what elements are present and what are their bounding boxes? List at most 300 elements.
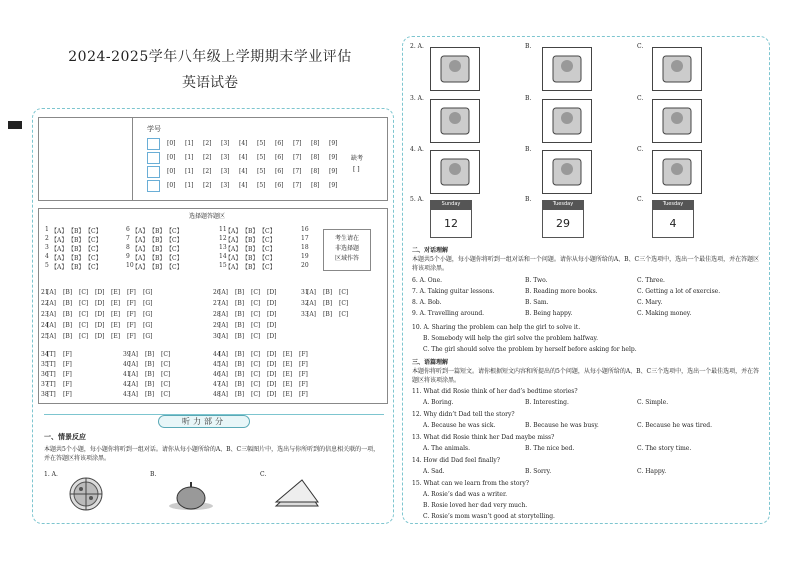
option-bubble[interactable]: 【A】	[132, 237, 149, 244]
id-digit-bubble[interactable]: [0]	[167, 168, 176, 175]
option-bubble[interactable]: [C]	[251, 351, 261, 358]
option-bubble[interactable]: 【B】	[242, 237, 259, 244]
option-bubble[interactable]: [C]	[251, 391, 261, 398]
question-number: 23	[41, 311, 49, 318]
question-number: 7	[126, 235, 130, 242]
option-bubble[interactable]: [A]	[129, 381, 139, 388]
option-bubble[interactable]: [F]	[127, 322, 136, 329]
id-digit-bubble[interactable]: [2]	[203, 182, 212, 189]
option-bubble[interactable]: 【C】	[166, 255, 183, 262]
question-number: 1	[45, 226, 49, 233]
option-bubble[interactable]: [D]	[267, 361, 277, 368]
option-bubble[interactable]: 【B】	[149, 228, 166, 235]
option-bubble[interactable]: [B]	[235, 333, 245, 340]
section1-desc: 本题共5个小题，每小题你将听到一组对话。请你从每小题所给的A、B、C三幅图片中，选出与你所听到的信息相关联的一项，并在答题区将该项涂黑。	[44, 446, 380, 462]
option-bubble[interactable]: [F]	[299, 351, 308, 358]
option-bubble[interactable]: [A]	[307, 311, 317, 318]
section3-title: 三、语篇理解	[412, 359, 449, 366]
question-number: 46	[213, 371, 221, 378]
question-number: 47	[213, 381, 221, 388]
option-a: A. Sad.	[423, 468, 445, 475]
option-bubble[interactable]: [F]	[63, 391, 72, 398]
option-bubble[interactable]: [C]	[161, 391, 171, 398]
id-digit-bubble[interactable]: [4]	[239, 182, 248, 189]
option-b: B. Interesting.	[525, 399, 569, 406]
option-bubble[interactable]: [B]	[235, 351, 245, 358]
option-bubble[interactable]: [C]	[161, 361, 171, 368]
option-bubble[interactable]: 【A】	[51, 255, 68, 262]
radio-icon	[542, 99, 592, 143]
cooking-girl-icon	[652, 150, 702, 194]
option-bubble[interactable]: 【A】	[51, 264, 68, 271]
id-digit-bubble[interactable]: [1]	[185, 154, 194, 161]
question-number: 8	[126, 244, 130, 251]
option-bubble[interactable]: 【B】	[242, 255, 259, 262]
calendar-date: 4	[652, 209, 694, 238]
option-bubble[interactable]: [E]	[283, 391, 293, 398]
question-number: 14	[219, 253, 227, 260]
id-digit-bubble[interactable]: [3]	[221, 154, 230, 161]
option-bubble[interactable]: [B]	[63, 289, 73, 296]
option-bubble[interactable]: [F]	[127, 333, 136, 340]
option-bubble[interactable]: [B]	[235, 300, 245, 307]
calendar-day: Tuesday	[652, 200, 694, 209]
option-bubble[interactable]: [B]	[235, 371, 245, 378]
id-digit-bubble[interactable]: [9]	[329, 140, 338, 147]
option-bubble[interactable]: [E]	[111, 289, 121, 296]
option-bubble[interactable]: 【C】	[259, 255, 276, 262]
option-bubble[interactable]: [C]	[251, 371, 261, 378]
question-number: 38	[41, 391, 49, 398]
question-number: 43	[123, 391, 131, 398]
option-bubble[interactable]: [D]	[95, 289, 105, 296]
question-number: 30	[213, 333, 221, 340]
option-bubble[interactable]: [A]	[219, 391, 229, 398]
option-bubble[interactable]: [F]	[127, 300, 136, 307]
question-number: 31	[301, 289, 309, 296]
option-bubble[interactable]: [A]	[129, 391, 139, 398]
id-digit-bubble[interactable]: [0]	[167, 182, 176, 189]
question-number: 12	[219, 235, 227, 242]
id-digit-bubble[interactable]: [5]	[257, 168, 266, 175]
question-number: 28	[213, 311, 221, 318]
student-id-label: 学号	[147, 125, 161, 133]
option-b: B. Reading more books.	[525, 288, 598, 295]
option-bubble[interactable]: [G]	[143, 300, 153, 307]
option-bubble[interactable]: [T]	[47, 351, 56, 358]
option-c: C. Getting a lot of exercise.	[637, 288, 721, 295]
q1-label-c: C.	[260, 471, 267, 478]
option-bubble[interactable]: [C]	[79, 322, 89, 329]
question-number: 16	[301, 226, 309, 233]
option-bubble[interactable]: [B]	[63, 322, 73, 329]
option-bubble[interactable]: [F]	[63, 361, 72, 368]
option-bubble[interactable]: [E]	[111, 333, 121, 340]
option-bubble[interactable]: [A]	[219, 361, 229, 368]
option-bubble[interactable]: 【C】	[166, 264, 183, 271]
option-bubble[interactable]: [B]	[145, 351, 155, 358]
id-digit-bubble[interactable]: [2]	[203, 154, 212, 161]
option-bubble[interactable]: [B]	[235, 289, 245, 296]
option-bubble[interactable]: [C]	[251, 361, 261, 368]
id-digit-bubble[interactable]: [8]	[311, 168, 320, 175]
question-number: 11	[219, 226, 227, 233]
option-a: A. Because he was sick.	[423, 422, 496, 429]
option-bubble[interactable]: [A]	[307, 289, 317, 296]
question-number: 15	[219, 262, 227, 269]
question-number: 13	[219, 244, 227, 251]
id-digit-bubble[interactable]: [4]	[239, 168, 248, 175]
id-digit-bubble[interactable]: [7]	[293, 140, 302, 147]
option-bubble[interactable]: [B]	[145, 361, 155, 368]
option-bubble[interactable]: 【C】	[259, 246, 276, 253]
calendar-date: 12	[430, 209, 472, 238]
option-bubble[interactable]: [A]	[219, 289, 229, 296]
id-digit-bubble[interactable]: [8]	[311, 140, 320, 147]
option-bubble[interactable]: [G]	[143, 289, 153, 296]
id-digit-bubble[interactable]: [2]	[203, 140, 212, 147]
option-bubble[interactable]: 【A】	[51, 237, 68, 244]
option-bubble[interactable]: [A]	[47, 333, 57, 340]
option-bubble[interactable]: [A]	[219, 333, 229, 340]
option-bubble[interactable]: [B]	[145, 391, 155, 398]
option-bubble[interactable]: 【A】	[132, 264, 149, 271]
option-bubble[interactable]: [C]	[79, 333, 89, 340]
id-digit-bubble[interactable]: [8]	[311, 182, 320, 189]
pic-q-label-c: C.	[637, 43, 644, 50]
pumpkin-image	[166, 480, 216, 512]
q15-a: A. Rosie’s dad was a writer.	[423, 491, 508, 498]
graduate-icon	[542, 150, 592, 194]
option-bubble[interactable]: 【A】	[132, 255, 149, 262]
option-bubble[interactable]: 【B】	[68, 228, 85, 235]
answer-area	[38, 208, 388, 404]
notice-line-3: 区域作答	[334, 255, 359, 262]
question-number: 3	[45, 244, 49, 251]
id-digit-bubble[interactable]: [7]	[293, 182, 302, 189]
option-bubble[interactable]: 【A】	[225, 264, 242, 271]
option-bubble[interactable]: 【B】	[242, 264, 259, 271]
option-bubble[interactable]: [C]	[339, 300, 349, 307]
option-bubble[interactable]: [D]	[267, 371, 277, 378]
option-bubble[interactable]: [F]	[299, 361, 308, 368]
option-bubble[interactable]: [D]	[95, 333, 105, 340]
option-bubble[interactable]: [B]	[235, 381, 245, 388]
calendar-icon	[652, 200, 694, 238]
pic-q-label-c: C.	[637, 196, 644, 203]
pic-q-label-c: C.	[637, 95, 644, 102]
pic-q-label-b: B.	[525, 196, 532, 203]
question-number: 19	[301, 253, 309, 260]
option-bubble[interactable]: [C]	[79, 311, 89, 318]
option-bubble[interactable]: [G]	[143, 322, 153, 329]
option-bubble[interactable]: 【A】	[132, 228, 149, 235]
exam-subtitle: 英语试卷	[182, 75, 238, 91]
absent-box[interactable]: [ ]	[353, 166, 360, 173]
question-number: 25	[41, 333, 49, 340]
option-bubble[interactable]: [F]	[127, 289, 136, 296]
option-bubble[interactable]: [A]	[47, 300, 57, 307]
id-digit-bubble[interactable]: [3]	[221, 182, 230, 189]
question-number: 45	[213, 361, 221, 368]
pizza-image	[64, 476, 108, 512]
option-bubble[interactable]: 【C】	[166, 228, 183, 235]
option-bubble[interactable]: [F]	[299, 381, 308, 388]
option-bubble[interactable]: 【C】	[166, 237, 183, 244]
id-digit-bubble[interactable]: [8]	[311, 154, 320, 161]
option-bubble[interactable]: [D]	[95, 300, 105, 307]
q1-label-b: B.	[150, 471, 157, 478]
notice-line-1: 考生请在	[334, 235, 359, 242]
option-a: 9. A. Travelling around.	[412, 310, 485, 317]
option-bubble[interactable]: [B]	[235, 361, 245, 368]
option-bubble[interactable]: [D]	[95, 311, 105, 318]
question-number: 20	[301, 262, 309, 269]
option-bubble[interactable]: [A]	[129, 361, 139, 368]
id-digit-bubble[interactable]: [5]	[257, 154, 266, 161]
option-bubble[interactable]: [C]	[251, 333, 261, 340]
option-bubble[interactable]: [C]	[79, 300, 89, 307]
option-bubble[interactable]: [C]	[161, 351, 171, 358]
option-bubble[interactable]: [A]	[47, 311, 57, 318]
id-digit-bubble[interactable]: [0]	[167, 154, 176, 161]
option-b: B. Sam.	[525, 299, 549, 306]
q15-b: B. Rosie loved her dad very much.	[423, 502, 528, 509]
id-digit-bubble[interactable]: [9]	[329, 182, 338, 189]
option-bubble[interactable]: [A]	[219, 351, 229, 358]
option-bubble[interactable]: [A]	[219, 371, 229, 378]
option-a: A. The animals.	[423, 445, 471, 452]
option-bubble[interactable]: [E]	[111, 311, 121, 318]
option-bubble[interactable]: [B]	[323, 289, 333, 296]
id-digit-bubble[interactable]: [4]	[239, 140, 248, 147]
option-bubble[interactable]: [F]	[299, 371, 308, 378]
option-bubble[interactable]: [F]	[299, 391, 308, 398]
student-id-cells[interactable]	[147, 138, 163, 192]
option-bubble[interactable]: [B]	[145, 381, 155, 388]
option-b: B. Sorry.	[525, 468, 552, 475]
option-bubble[interactable]: [A]	[47, 322, 57, 329]
notice-box	[323, 229, 371, 271]
id-digit-bubble[interactable]: [4]	[239, 154, 248, 161]
option-bubble[interactable]: 【B】	[149, 237, 166, 244]
id-digit-bubble[interactable]: [6]	[275, 168, 284, 175]
option-bubble[interactable]: [E]	[283, 361, 293, 368]
option-bubble[interactable]: [C]	[251, 322, 261, 329]
id-digit-bubble[interactable]: [9]	[329, 154, 338, 161]
option-bubble[interactable]: [C]	[79, 289, 89, 296]
question-number: 36	[41, 371, 49, 378]
q10-b: B. Somebody will help the girl solve the problem halfway.	[423, 335, 599, 342]
option-bubble[interactable]: 【A】	[225, 237, 242, 244]
question-text: 13. What did Rosie think her Dad maybe miss?	[412, 434, 555, 441]
option-bubble[interactable]: [G]	[143, 333, 153, 340]
option-bubble[interactable]: [C]	[161, 371, 171, 378]
option-bubble[interactable]: [E]	[283, 381, 293, 388]
option-bubble[interactable]: [B]	[145, 371, 155, 378]
option-bubble[interactable]: [D]	[267, 351, 277, 358]
option-bubble[interactable]: 【C】	[85, 237, 102, 244]
option-bubble[interactable]: 【C】	[85, 246, 102, 253]
id-digit-bubble[interactable]: [3]	[221, 140, 230, 147]
option-bubble[interactable]: [B]	[63, 311, 73, 318]
option-bubble[interactable]: [F]	[63, 381, 72, 388]
calendar-day: Tuesday	[542, 200, 584, 209]
alignment-mark	[8, 121, 22, 129]
question-number: 42	[123, 381, 131, 388]
option-bubble[interactable]: [A]	[47, 289, 57, 296]
option-bubble[interactable]: [D]	[267, 391, 277, 398]
option-bubble[interactable]: 【C】	[85, 228, 102, 235]
id-digit-bubble[interactable]: [3]	[221, 168, 230, 175]
id-digit-bubble[interactable]: [5]	[257, 140, 266, 147]
city-icon	[430, 150, 480, 194]
absent-label: 缺考	[351, 155, 364, 162]
option-bubble[interactable]: [E]	[283, 371, 293, 378]
option-bubble[interactable]: [D]	[95, 322, 105, 329]
id-digit-bubble[interactable]: [6]	[275, 182, 284, 189]
option-bubble[interactable]: 【C】	[259, 237, 276, 244]
option-bubble[interactable]: [T]	[47, 371, 56, 378]
option-bubble[interactable]: [C]	[339, 311, 349, 318]
option-bubble[interactable]: [D]	[267, 333, 277, 340]
option-bubble[interactable]: [F]	[127, 311, 136, 318]
option-bubble[interactable]: 【C】	[259, 264, 276, 271]
question-text: 11. What did Rosie think of her dad’s bedtime stories?	[412, 388, 578, 395]
question-number: 5	[45, 262, 49, 269]
option-bubble[interactable]: 【B】	[242, 228, 259, 235]
option-bubble[interactable]: 【B】	[149, 264, 166, 271]
id-digit-bubble[interactable]: [1]	[185, 140, 194, 147]
option-c: C. The story time.	[637, 445, 692, 452]
option-bubble[interactable]: 【A】	[225, 228, 242, 235]
option-bubble[interactable]: [D]	[267, 311, 277, 318]
option-bubble[interactable]: [C]	[251, 300, 261, 307]
option-bubble[interactable]: 【B】	[68, 246, 85, 253]
option-bubble[interactable]: [T]	[47, 361, 56, 368]
option-bubble[interactable]: [F]	[63, 351, 72, 358]
option-bubble[interactable]: [A]	[129, 351, 139, 358]
option-bubble[interactable]: 【A】	[225, 255, 242, 262]
id-digit-bubble[interactable]: [1]	[185, 168, 194, 175]
calendar-date: 29	[542, 209, 584, 238]
option-bubble[interactable]: [A]	[307, 300, 317, 307]
question-number: 2	[45, 235, 49, 242]
option-b: B. Being happy.	[525, 310, 573, 317]
q10-a: 10. A. Sharing the problem can help the girl to solve it.	[412, 324, 581, 331]
option-bubble[interactable]: [A]	[219, 322, 229, 329]
option-bubble[interactable]: 【A】	[225, 246, 242, 253]
id-digit-bubble[interactable]: [7]	[293, 154, 302, 161]
question-number: 39	[123, 351, 131, 358]
option-bubble[interactable]: [C]	[251, 289, 261, 296]
option-bubble[interactable]: [B]	[235, 322, 245, 329]
option-c: C. Because he was tired.	[637, 422, 713, 429]
option-bubble[interactable]: [D]	[267, 300, 277, 307]
option-bubble[interactable]: [E]	[111, 322, 121, 329]
option-bubble[interactable]: 【A】	[51, 228, 68, 235]
option-bubble[interactable]: 【B】	[68, 237, 85, 244]
option-c: C. Simple.	[637, 399, 669, 406]
option-bubble[interactable]: [F]	[63, 371, 72, 378]
id-digit-bubble[interactable]: [0]	[167, 140, 176, 147]
option-bubble[interactable]: 【B】	[68, 255, 85, 262]
option-bubble[interactable]: [D]	[267, 289, 277, 296]
option-bubble[interactable]: [B]	[323, 311, 333, 318]
option-bubble[interactable]: [E]	[111, 300, 121, 307]
option-bubble[interactable]: [E]	[283, 351, 293, 358]
option-a: 7. A. Taking guitar lessons.	[412, 288, 495, 295]
id-digit-bubble[interactable]: [2]	[203, 168, 212, 175]
option-bubble[interactable]: 【C】	[85, 264, 102, 271]
pic-q-label-b: B.	[525, 43, 532, 50]
option-bubble[interactable]: [A]	[129, 371, 139, 378]
option-bubble[interactable]: [T]	[47, 381, 56, 388]
option-bubble[interactable]: [D]	[267, 381, 277, 388]
option-bubble[interactable]: [C]	[251, 381, 261, 388]
q10-c: C. The girl should solve the problem by herself before asking for help.	[423, 346, 637, 353]
option-bubble[interactable]: [C]	[339, 289, 349, 296]
id-digit-bubble[interactable]: [1]	[185, 182, 194, 189]
id-digit-bubble[interactable]: [5]	[257, 182, 266, 189]
option-bubble[interactable]: 【A】	[132, 246, 149, 253]
option-b: B. Two.	[525, 277, 548, 284]
woman-icon	[430, 47, 480, 91]
option-bubble[interactable]: 【C】	[259, 228, 276, 235]
calendar-day: Sunday	[430, 200, 472, 209]
option-bubble[interactable]: 【B】	[68, 264, 85, 271]
option-bubble[interactable]: [A]	[219, 381, 229, 388]
option-bubble[interactable]: 【B】	[149, 255, 166, 262]
option-bubble[interactable]: [A]	[219, 300, 229, 307]
option-bubble[interactable]: [B]	[235, 391, 245, 398]
option-a: 8. A. Bob.	[412, 299, 442, 306]
option-bubble[interactable]: [C]	[161, 381, 171, 388]
listening-banner: 听力部分	[158, 415, 250, 428]
option-bubble[interactable]: [C]	[251, 311, 261, 318]
option-bubble[interactable]: [B]	[63, 300, 73, 307]
student-info-box	[38, 117, 388, 201]
option-bubble[interactable]: [B]	[63, 333, 73, 340]
option-bubble[interactable]: [D]	[267, 322, 277, 329]
question-text: 14. How did Dad feel finally?	[412, 457, 501, 464]
id-digit-bubble[interactable]: [7]	[293, 168, 302, 175]
option-bubble[interactable]: 【C】	[166, 246, 183, 253]
question-number: 22	[41, 300, 49, 307]
option-bubble[interactable]: [B]	[235, 311, 245, 318]
option-bubble[interactable]: [T]	[47, 391, 56, 398]
option-a: 6. A. One.	[412, 277, 443, 284]
option-bubble[interactable]: [B]	[323, 300, 333, 307]
id-digit-bubble[interactable]: [9]	[329, 168, 338, 175]
q1-label-a: 1. A.	[44, 471, 58, 478]
option-bubble[interactable]: 【B】	[149, 246, 166, 253]
id-digit-bubble[interactable]: [6]	[275, 140, 284, 147]
notice-line-2: 非选择题	[334, 245, 359, 252]
option-bubble[interactable]: [G]	[143, 311, 153, 318]
option-b: B. Because he was busy.	[525, 422, 599, 429]
question-number: 41	[123, 371, 131, 378]
id-digit-bubble[interactable]: [6]	[275, 154, 284, 161]
section2-title: 二、对话理解	[412, 247, 449, 254]
question-number: 24	[41, 322, 49, 329]
calendar-icon	[542, 200, 584, 238]
option-bubble[interactable]: 【A】	[51, 246, 68, 253]
option-bubble[interactable]: 【C】	[85, 255, 102, 262]
section2-desc: 本题共5个小题，每小题你将听到一组对话和一个问题。请你从每小题所给的A、B、C三个选项中，选出一个最佳选项，并在答题区将该项涂黑。	[412, 256, 760, 272]
option-bubble[interactable]: [A]	[219, 311, 229, 318]
option-bubble[interactable]: 【B】	[242, 246, 259, 253]
